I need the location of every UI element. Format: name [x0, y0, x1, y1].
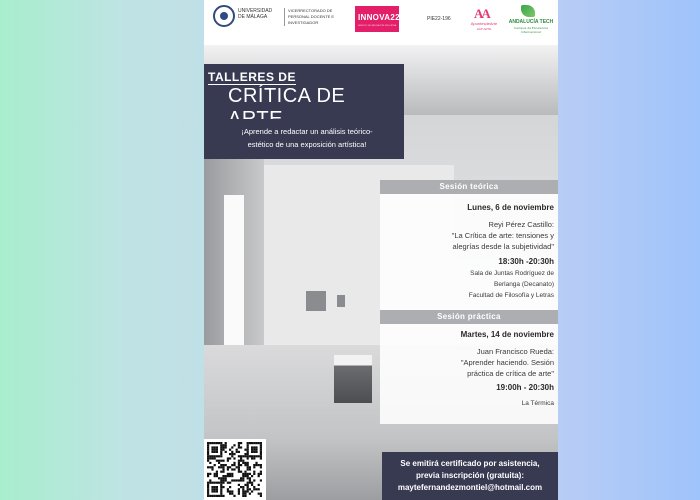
andalucia-tech-logo — [505, 5, 555, 35]
contact-email[interactable]: maytefernandezmontiel@hotmail.com — [397, 483, 543, 492]
subtitle-line2: estético de una exposición artística! — [247, 140, 367, 149]
practice-date: Martes, 14 de noviembre — [460, 330, 554, 339]
project-code: PIE22-196 — [427, 16, 451, 22]
subtitle-line1: ¡Aprende a redactar un análisis teórico- — [241, 127, 373, 136]
cert-line1: Se emitirá certificado por asistencia, — [400, 459, 540, 468]
arte-glyph: AA — [474, 6, 489, 21]
leaf-icon — [521, 5, 535, 17]
theory-session-header: Sesión teórica — [380, 180, 558, 194]
arte-sub: AAP ARTE — [476, 27, 492, 31]
theory-place-line1: Sala de Juntas Rodríguez de — [470, 270, 554, 277]
subtitle-box — [204, 119, 404, 159]
theory-time: 18:30h -20:30h — [498, 257, 554, 266]
qr-code[interactable] — [204, 439, 266, 500]
certificate-box — [382, 452, 558, 500]
theory-talk-line2: alegrías desde la subjetividad" — [452, 242, 554, 251]
poster — [204, 0, 558, 500]
artwork-frame — [337, 295, 345, 307]
theory-place-line2: Berlanga (Decanato) — [494, 281, 554, 288]
practice-time: 19:00h - 20:30h — [496, 383, 554, 392]
title-line2: CRÍTICA DE — [228, 85, 346, 107]
cert-line2: previa inscripción (gratuita): — [415, 471, 525, 480]
practice-talk-line2: práctica de crítica de arte" — [467, 369, 554, 378]
theory-place-line3: Facultad de Filosofía y Letras — [468, 292, 554, 299]
arte-name: ApuntesdeArte — [470, 21, 498, 26]
title-box — [204, 64, 404, 119]
practice-speaker: Juan Francisco Rueda: — [476, 347, 554, 356]
practice-session-header: Sesión práctica — [380, 310, 558, 324]
artwork-frame — [306, 291, 326, 311]
apuntes-de-arte-logo — [468, 6, 498, 34]
atech-sub: Campus de Excelencia Internacional — [514, 26, 548, 34]
gallery-bench — [334, 355, 372, 403]
university-seal-icon — [213, 5, 235, 27]
theory-date: Lunes, 6 de noviembre — [467, 203, 554, 212]
atech-name: ANDALUCÍA TECH — [508, 19, 554, 25]
logo-strip — [204, 0, 558, 45]
practice-talk-line1: "Aprender haciendo. Sesión — [460, 358, 554, 367]
theory-talk-line1: "La Crítica de arte: tensiones y — [451, 231, 554, 240]
subtitle — [212, 125, 402, 151]
innova-sub: SERVICIO DE INNOVACIÓN EDUCATIVA — [358, 25, 397, 27]
practice-place: La Térmica — [521, 400, 554, 407]
theory-speaker: Reyi Pérez Castillo: — [488, 220, 554, 229]
innova-logo — [355, 6, 399, 32]
vicerrectorado-name: VICERRECTORADO DE PERSONAL DOCENTE E INVESTIGADOR — [284, 8, 346, 26]
innova-label: INNOVA22 — [358, 13, 400, 22]
qr-code-image — [204, 439, 266, 500]
title-line1: TALLERES DE — [208, 70, 296, 84]
university-name: UNIVERSIDAD DE MÁLAGA — [238, 8, 273, 20]
